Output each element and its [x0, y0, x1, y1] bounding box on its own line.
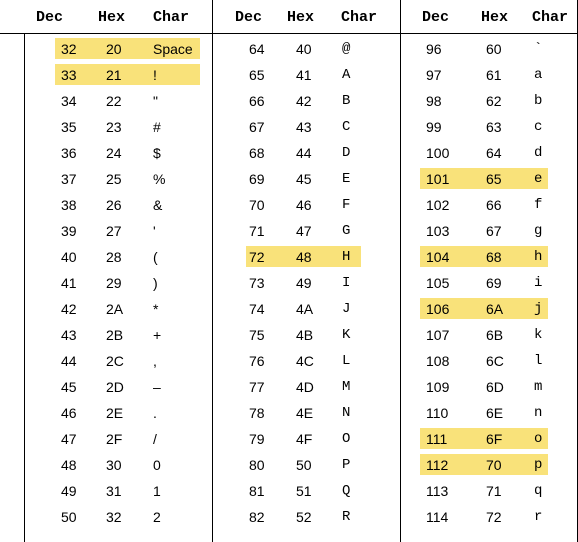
- char-cell: &: [153, 197, 163, 213]
- dec-cell: 81: [249, 483, 265, 499]
- dec-cell: 109: [426, 379, 450, 395]
- hex-cell: 65: [486, 171, 502, 187]
- hex-cell: 44: [296, 145, 312, 161]
- dec-cell: 50: [61, 509, 77, 525]
- hex-cell: 62: [486, 93, 502, 109]
- table-row: [0, 506, 578, 528]
- char-cell: G: [342, 223, 351, 239]
- char-cell: k: [534, 327, 543, 343]
- hex-cell: 4E: [296, 405, 314, 421]
- dec-cell: 72: [249, 249, 265, 265]
- hex-cell: 49: [296, 275, 312, 291]
- dec-cell: 34: [61, 93, 77, 109]
- header-hex: Hex: [481, 9, 509, 26]
- dec-cell: 79: [249, 431, 265, 447]
- hex-cell: 60: [486, 41, 502, 57]
- dec-cell: 107: [426, 327, 450, 343]
- dec-cell: 96: [426, 41, 442, 57]
- hex-cell: 25: [106, 171, 122, 187]
- hex-cell: 28: [106, 249, 122, 265]
- hex-cell: 66: [486, 197, 502, 213]
- hex-cell: 24: [106, 145, 122, 161]
- dec-cell: 45: [61, 379, 77, 395]
- char-cell: a: [534, 67, 543, 83]
- hex-cell: 46: [296, 197, 312, 213]
- dec-cell: 112: [426, 457, 449, 473]
- hex-cell: 6D: [486, 379, 504, 395]
- char-cell: #: [153, 119, 161, 135]
- dec-cell: 70: [249, 197, 265, 213]
- char-cell: Q: [342, 483, 351, 499]
- dec-cell: 82: [249, 509, 265, 525]
- table-header: [0, 0, 578, 33]
- hex-cell: 6C: [486, 353, 504, 369]
- table-row: [0, 90, 578, 112]
- char-cell: C: [342, 119, 351, 135]
- hex-cell: 30: [106, 457, 122, 473]
- table-row: [0, 480, 578, 502]
- header-divider: [0, 33, 578, 34]
- char-cell: O: [342, 431, 351, 447]
- char-cell: 0: [153, 457, 161, 473]
- char-cell: 1: [153, 483, 161, 499]
- char-cell: .: [153, 405, 157, 421]
- dec-cell: 106: [426, 301, 450, 317]
- char-cell: I: [342, 275, 351, 291]
- dec-cell: 40: [61, 249, 77, 265]
- table-row: [0, 324, 578, 346]
- hex-cell: 42: [296, 93, 312, 109]
- char-cell: ': [153, 223, 156, 239]
- dec-cell: 76: [249, 353, 265, 369]
- dec-cell: 102: [426, 197, 450, 213]
- char-cell: e: [534, 171, 543, 187]
- dec-cell: 69: [249, 171, 265, 187]
- char-cell: g: [534, 223, 543, 239]
- char-cell: A: [342, 67, 351, 83]
- char-cell: h: [534, 249, 543, 265]
- hex-cell: 2A: [106, 301, 124, 317]
- hex-cell: 40: [296, 41, 312, 57]
- char-cell: M: [342, 379, 351, 395]
- dec-cell: 104: [426, 249, 450, 265]
- hex-cell: 70: [486, 457, 502, 473]
- hex-cell: 48: [296, 249, 312, 265]
- hex-cell: 43: [296, 119, 312, 135]
- char-cell: (: [153, 249, 158, 265]
- hex-cell: 2F: [106, 431, 123, 447]
- hex-cell: 51: [296, 483, 312, 499]
- dec-cell: 101: [426, 171, 450, 187]
- dec-cell: 65: [249, 67, 265, 83]
- char-cell: l: [534, 353, 543, 369]
- dec-cell: 39: [61, 223, 77, 239]
- dec-cell: 44: [61, 353, 77, 369]
- char-cell: q: [534, 483, 543, 499]
- table-row: [0, 116, 578, 138]
- char-cell: !: [153, 67, 157, 83]
- char-cell: E: [342, 171, 351, 187]
- char-cell: ,: [153, 353, 157, 369]
- dec-cell: 114: [426, 509, 449, 525]
- char-cell: c: [534, 119, 543, 135]
- header-dec: Dec: [235, 9, 263, 26]
- hex-cell: 69: [486, 275, 502, 291]
- hex-cell: 72: [486, 509, 502, 525]
- hex-cell: 27: [106, 223, 122, 239]
- char-cell: o: [534, 431, 543, 447]
- hex-cell: 50: [296, 457, 312, 473]
- dec-cell: 80: [249, 457, 265, 473]
- hex-cell: 23: [106, 119, 122, 135]
- char-cell: ": [153, 93, 158, 109]
- dec-cell: 98: [426, 93, 442, 109]
- table-row: [0, 194, 578, 216]
- hex-cell: 2C: [106, 353, 124, 369]
- char-cell: J: [342, 301, 351, 317]
- hex-cell: 4A: [296, 301, 314, 317]
- dec-cell: 68: [249, 145, 265, 161]
- table-row: [0, 454, 578, 476]
- char-cell: P: [342, 457, 351, 473]
- char-cell: b: [534, 93, 543, 109]
- char-cell: r: [534, 509, 543, 525]
- char-cell: F: [342, 197, 351, 213]
- header-char: Char: [532, 9, 569, 26]
- hex-cell: 22: [106, 93, 122, 109]
- dec-cell: 100: [426, 145, 450, 161]
- table-row: [0, 350, 578, 372]
- hex-cell: 63: [486, 119, 502, 135]
- table-row: [0, 38, 578, 60]
- dec-cell: 74: [249, 301, 265, 317]
- hex-cell: 20: [106, 41, 122, 57]
- dec-cell: 105: [426, 275, 450, 291]
- table-row: [0, 272, 578, 294]
- dec-cell: 78: [249, 405, 265, 421]
- hex-cell: 52: [296, 509, 312, 525]
- hex-cell: 21: [106, 67, 122, 83]
- dec-cell: 37: [61, 171, 77, 187]
- dec-cell: 77: [249, 379, 265, 395]
- dec-cell: 48: [61, 457, 77, 473]
- dec-cell: 38: [61, 197, 77, 213]
- dec-cell: 113: [426, 483, 449, 499]
- dec-cell: 99: [426, 119, 442, 135]
- hex-cell: 64: [486, 145, 502, 161]
- dec-cell: 64: [249, 41, 265, 57]
- hex-cell: 45: [296, 171, 312, 187]
- header-char: Char: [153, 9, 190, 26]
- char-cell: i: [534, 275, 543, 291]
- char-cell: +: [153, 327, 162, 343]
- dec-cell: 110: [426, 405, 449, 421]
- table-row: [0, 298, 578, 320]
- char-cell: 2: [153, 509, 161, 525]
- hex-cell: 67: [486, 223, 502, 239]
- dec-cell: 108: [426, 353, 450, 369]
- char-cell: Space: [153, 41, 193, 57]
- table-row: [0, 168, 578, 190]
- hex-cell: 6A: [486, 301, 504, 317]
- dec-cell: 47: [61, 431, 77, 447]
- char-cell: K: [342, 327, 351, 343]
- dec-cell: 71: [249, 223, 265, 239]
- char-cell: j: [534, 301, 543, 317]
- dec-cell: 66: [249, 93, 265, 109]
- hex-cell: 4F: [296, 431, 313, 447]
- char-cell: ): [153, 275, 158, 291]
- hex-cell: 29: [106, 275, 122, 291]
- hex-cell: 71: [486, 483, 502, 499]
- hex-cell: 26: [106, 197, 122, 213]
- hex-cell: 32: [106, 509, 122, 525]
- table-row: [0, 142, 578, 164]
- dec-cell: 73: [249, 275, 265, 291]
- hex-cell: 47: [296, 223, 312, 239]
- char-cell: m: [534, 379, 543, 395]
- char-cell: f: [534, 197, 543, 213]
- hex-cell: 41: [296, 67, 312, 83]
- hex-cell: 6F: [486, 431, 503, 447]
- header-hex: Hex: [287, 9, 315, 26]
- hex-cell: 68: [486, 249, 502, 265]
- char-cell: %: [153, 171, 166, 187]
- dec-cell: 75: [249, 327, 265, 343]
- header-dec: Dec: [422, 9, 450, 26]
- dec-cell: 41: [61, 275, 77, 291]
- dec-cell: 111: [426, 431, 448, 447]
- hex-cell: 31: [106, 483, 122, 499]
- table-row: [0, 402, 578, 424]
- hex-cell: 2B: [106, 327, 124, 343]
- char-cell: D: [342, 145, 351, 161]
- char-cell: `: [534, 41, 543, 57]
- hex-cell: 4D: [296, 379, 314, 395]
- char-cell: p: [534, 457, 543, 473]
- char-cell: L: [342, 353, 351, 369]
- hex-cell: 4C: [296, 353, 314, 369]
- char-cell: B: [342, 93, 351, 109]
- char-cell: $: [153, 145, 161, 161]
- table-row: [0, 220, 578, 242]
- hex-cell: 61: [486, 67, 502, 83]
- table-row: [0, 376, 578, 398]
- dec-cell: 42: [61, 301, 77, 317]
- header-dec: Dec: [36, 9, 64, 26]
- table-row: [0, 246, 578, 268]
- char-cell: d: [534, 145, 543, 161]
- char-cell: R: [342, 509, 351, 525]
- table-row: [0, 428, 578, 450]
- header-char: Char: [341, 9, 378, 26]
- hex-cell: 6E: [486, 405, 504, 421]
- dec-cell: 36: [61, 145, 77, 161]
- dec-cell: 97: [426, 67, 442, 83]
- char-cell: *: [153, 301, 159, 317]
- hex-cell: 4B: [296, 327, 314, 343]
- hex-cell: 2E: [106, 405, 124, 421]
- char-cell: H: [342, 249, 351, 265]
- dec-cell: 103: [426, 223, 450, 239]
- dec-cell: 67: [249, 119, 265, 135]
- char-cell: N: [342, 405, 351, 421]
- char-cell: –: [153, 379, 161, 395]
- char-cell: n: [534, 405, 543, 421]
- table-row: [0, 64, 578, 86]
- hex-cell: 2D: [106, 379, 124, 395]
- dec-cell: 35: [61, 119, 77, 135]
- char-cell: @: [342, 41, 351, 57]
- char-cell: /: [153, 431, 157, 447]
- dec-cell: 46: [61, 405, 77, 421]
- dec-cell: 49: [61, 483, 77, 499]
- hex-cell: 6B: [486, 327, 504, 343]
- dec-cell: 33: [61, 67, 77, 83]
- dec-cell: 32: [61, 41, 77, 57]
- dec-cell: 43: [61, 327, 77, 343]
- header-hex: Hex: [98, 9, 126, 26]
